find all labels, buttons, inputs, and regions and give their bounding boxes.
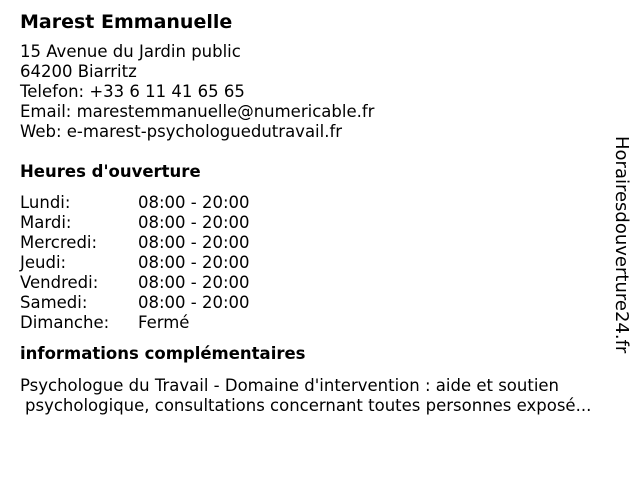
hours-row-thursday <box>20 253 610 273</box>
hours-value: 08:00 - 20:00 <box>138 273 250 292</box>
hours-value: 08:00 - 20:00 <box>138 193 250 212</box>
opening-hours-list <box>20 193 610 333</box>
additional-info-line-1: Psychologue du Travail - Domaine d'intervention : aide et soutien <box>20 376 560 395</box>
day-label: Samedi: <box>20 293 88 312</box>
opening-hours-title: Heures d'ouverture <box>20 162 201 181</box>
email-line: Email: marestemmanuelle@numericable.fr <box>20 102 375 121</box>
hours-row-sunday <box>20 313 610 333</box>
day-label: Mardi: <box>20 213 72 232</box>
hours-value: 08:00 - 20:00 <box>138 293 250 312</box>
hours-value: 08:00 - 20:00 <box>138 213 250 232</box>
address-line-2: 64200 Biarritz <box>20 62 137 81</box>
day-label: Dimanche: <box>20 313 110 332</box>
hours-value: 08:00 - 20:00 <box>138 233 250 252</box>
hours-row-friday <box>20 273 610 293</box>
hours-row-wednesday <box>20 233 610 253</box>
web-line: Web: e-marest-psychologuedutravail.fr <box>20 122 343 141</box>
hours-row-tuesday <box>20 213 610 233</box>
hours-row-saturday <box>20 293 610 313</box>
business-name: Marest Emmanuelle <box>20 11 233 33</box>
site-watermark: Horairesdouverture24.fr <box>611 136 632 354</box>
additional-info-title: informations complémentaires <box>20 344 306 363</box>
day-label: Vendredi: <box>20 273 99 292</box>
business-card <box>20 10 610 416</box>
hours-value: 08:00 - 20:00 <box>138 253 250 272</box>
hours-value: Fermé <box>138 313 190 332</box>
hours-row-monday <box>20 193 610 213</box>
additional-info-line-2: psychologique, consultations concernant toutes personnes exposé... <box>25 396 592 415</box>
day-label: Mercredi: <box>20 233 98 252</box>
day-label: Jeudi: <box>20 253 67 272</box>
address-line-1: 15 Avenue du Jardin public <box>20 42 241 61</box>
additional-info-text <box>20 376 610 416</box>
phone-line: Telefon: +33 6 11 41 65 65 <box>20 82 245 101</box>
day-label: Lundi: <box>20 193 71 212</box>
